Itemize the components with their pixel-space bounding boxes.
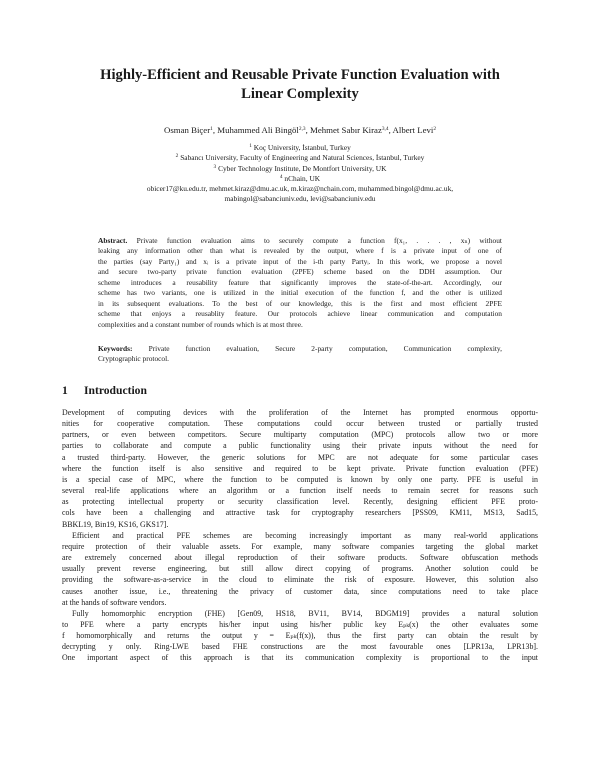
affiliations <box>60 143 540 205</box>
body-line: causes another issue, i.e., threatening the privacy of customer data, since computations need to take place <box>62 586 538 596</box>
abstract-line: leaking any information other than what is revealed by the output, where f is a private input of one of <box>98 246 502 256</box>
body-line: where the function itself is also sensitive and required to be kept private. Private function evaluation (PFE) <box>62 463 538 473</box>
body-line: are extremely concerned about illegal reproduction of their software products. Software obfuscation methods <box>62 553 538 563</box>
body-line: a trusted third-party. However, the generic solutions for MPC are not adequate for some particular cases <box>62 452 538 462</box>
body-line: to PFE where a party encrypts his/her input using his/her public key Eₚₖ(x) the other evaluates some <box>62 619 538 629</box>
body-line: Fully homomorphic encryption (FHE) [Gen09, HS18, BV11, BV14, BDGM19] provides a natural solution <box>72 608 538 618</box>
author-affil-mark: 1 <box>210 126 213 132</box>
paragraph <box>62 407 538 530</box>
author-name: Mehmet Sabır Kiraz <box>310 125 382 135</box>
body-line: nities for cooperative computation. These computations could occur between trusted or partially trusted <box>62 419 538 429</box>
body-line: f homomorphically and returns the output y = Eₚₖ(f(x)), thus the first party can obtain the result by <box>62 631 538 641</box>
body-line: parties to collaborate and compute a public functionality using their private inputs without the need for <box>62 441 538 451</box>
section-heading <box>62 384 147 397</box>
body-line: One important aspect of this approach is that its communication complexity is proportional to the input <box>62 653 538 663</box>
affiliation-mark: 3 <box>213 163 217 170</box>
title-line: Linear Complexity <box>241 86 359 102</box>
body-line: cols have been a challenging and attractive task for cryptography researchers [PSS09, KM11, MS13, Sad15, <box>62 508 538 518</box>
body-line: BBKL19, Bin19, KS16, GKS17]. <box>62 519 169 529</box>
paragraph <box>62 530 538 608</box>
affiliation <box>60 174 540 184</box>
affiliation-text: nChain, UK <box>284 173 321 183</box>
affiliation-text: Sabancı University, Faculty of Engineering and Natural Sciences, İstanbul, Turkey <box>180 153 425 163</box>
affiliation-mark: 4 <box>279 173 283 180</box>
abstract-line: scheme that enjoys a reusablity feature. Our protocols achieve linear communication and computation <box>98 309 502 319</box>
abstract-line: scheme has two variants, one is utilized in the initial execution of the function f, and the other is utilized <box>98 288 502 298</box>
affiliation <box>60 153 540 163</box>
affiliation-mark: 1 <box>249 143 252 149</box>
email-line[interactable]: mabingol@sabanciuniv.edu, levi@sabanciuniv.edu <box>224 194 376 204</box>
affiliation-mark: 2 <box>175 153 179 160</box>
paragraph <box>62 608 538 664</box>
keywords-line: Cryptographic protocol. <box>98 354 170 364</box>
body-line: as protecting intellectual property or security classification level. Recently, designing efficient PFE proto- <box>62 497 538 507</box>
body-line: partners, or even between competitors. Secure multiparty computation (MPC) protocols allow two or more <box>62 430 538 440</box>
abstract-line: complexities and a constant number of rounds which is at most three. <box>98 319 303 329</box>
section-number: 1 <box>62 384 68 397</box>
author-list: Osman Biçer$^1$, Muhammed Ali Bingöl$^{2,3}$, Mehmet Sabır Kiraz$^{3,4}$, Albert Levi$^2$ <box>163 125 437 135</box>
author-name: Osman Biçer <box>163 125 211 135</box>
email-line[interactable]: obicer17@ku.edu.tr, mehmet.kiraz@dmu.ac.uk, m.kiraz@nchain.com, muhammed.bingol@dmu.ac.uk, <box>146 184 454 194</box>
keywords-label: Keywords: <box>98 344 133 353</box>
abstract-line-first <box>98 236 502 246</box>
body-line: several real-life applications where an algorithm or a function itself needs to remain secret for reasons such <box>62 486 538 496</box>
affiliation <box>60 164 540 174</box>
abstract <box>98 236 502 330</box>
paper-title <box>60 66 540 104</box>
section-body <box>62 407 538 664</box>
keywords <box>98 344 502 365</box>
body-line: decrypting y only. Ring-LWE based FHE constructions are the most favourable ones [LPR13a, LPR13b]. <box>62 642 538 652</box>
abstract-line: scheme introduces a reusability feature that significantly improves the state-of-the-art. Accordingly, our <box>98 277 502 287</box>
body-line: Efficient and practical PFE schemes are becoming increasingly important as many real-world applications <box>72 530 538 540</box>
abstract-line: in its subsequent evaluations. To the best of our knowledge, this is the first and most efficient 2PFE <box>98 298 502 308</box>
abstract-line: the parties (say Party₁) and xᵢ is a private input of the i-th party Partyᵢ. In this work, we propose a novel <box>98 256 502 266</box>
abstract-label: Abstract. <box>98 236 128 245</box>
keywords-line-first <box>98 344 502 354</box>
body-line: is a special case of MPC, where the function to be computed is known by only one party. PFE is useful in <box>62 474 538 484</box>
affiliation-text: Cyber Technology Institute, De Montfort University, UK <box>218 163 387 173</box>
abstract-line: Private function evaluation aims to securely compute a function f(x₁, . . . , xₙ) without <box>136 236 502 245</box>
affiliation-text: Koç University, İstanbul, Turkey <box>253 143 351 152</box>
body-line: usually prevent reverse engineering, but still allow direct copying of programs. Another solution could be <box>62 564 538 574</box>
section-title: Introduction <box>84 384 147 397</box>
author-affil-mark: 3,4 <box>381 126 389 132</box>
keywords-line: Private function evaluation, Secure 2-party computation, Communication complexity, <box>148 344 502 353</box>
author-name: Albert Levi <box>392 125 434 135</box>
author-name: Muhammed Ali Bingöl <box>217 125 299 135</box>
body-line: Development of computing devices with the proliferation of the Internet has prompted enormous opportu- <box>62 408 538 417</box>
body-line: providing the software-as-a-service in the cloud to eliminate the risk of exposure. However, this solution also <box>62 575 538 585</box>
body-line: at the hands of software vendors. <box>62 597 167 607</box>
author-affil-mark: 2 <box>433 126 437 132</box>
affiliation <box>60 143 540 153</box>
title-line: Highly-Efficient and Reusable Private Function Evaluation with <box>100 67 500 83</box>
author-affil-mark: 2,3 <box>298 126 306 132</box>
body-line: require protection of their valuable assets. For example, many software companies targeting the global market <box>62 541 538 551</box>
abstract-line: and secure two-party private function evaluation (2PFE) scheme based on the DDH assumption. Our <box>98 267 502 277</box>
